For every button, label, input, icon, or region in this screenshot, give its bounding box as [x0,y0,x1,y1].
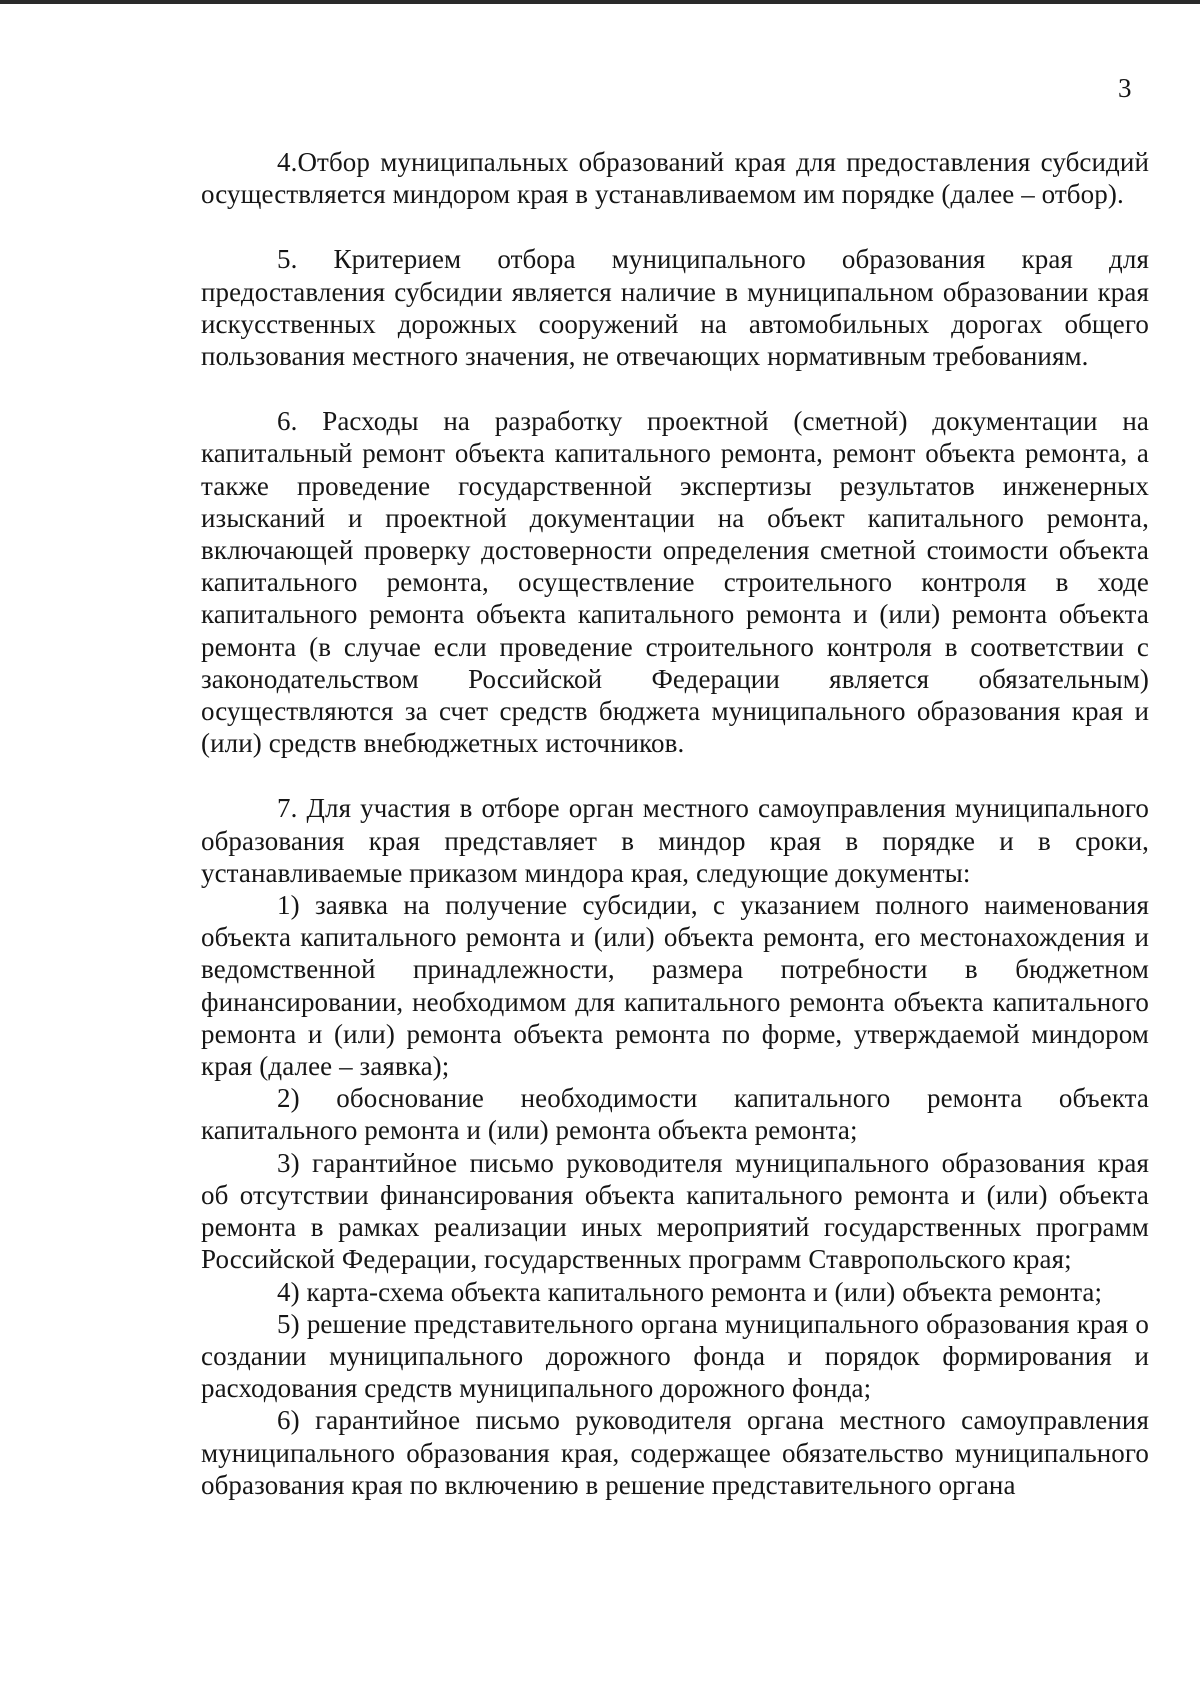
list-item: 2) обоснование необходимости капитального ремонта объекта капитального ремонта и (или) ремонта объекта ремонта; [201,1083,1149,1146]
paragraph-4-selection: 4.Отбор муниципальных образований края для предоставления субсидий осуществляется миндором края в устанавливаемом им порядке (далее – отбор). [201,147,1149,210]
paragraph-5-criterion: 5. Критерием отбора муниципального образования края для предоставления субсидии является наличие в муниципальном образовании края искусственных дорожных сооружений на автомобильных дорогах общего пользования местного значения, не отвечающих нормативным требованиям. [201,244,1149,372]
list-item: 6) гарантийное письмо руководителя органа местного самоуправления муниципального образования края, содержащее обязательство муниципального образования края по включению в решение представительного органа [201,1405,1149,1500]
list-item: 5) решение представительного органа муниципального образования края о создании муниципального дорожного фонда и порядок формирования и расходования средств муниципального дорожного фонда; [201,1308,1149,1404]
document-list [201,889,1149,1501]
list-item: 1) заявка на получение субсидии, с указанием полного наименования объекта капитального ремонта и (или) объекта ремонта, его местонахождения и ведомственной принадлежности, размера потребности в бюджетном финансировании, необходимом для капитального ремонта объекта капитального ремонта и (или) ремонта объекта ремонта по форме, утверждаемой миндором края (далее – заявка); [201,890,1149,1082]
paragraph-6-expenses: 6. Расходы на разработку проектной (сметной) документации на капитальный ремонт объекта капитального ремонта, ремонт объекта ремонта, а также проведение государственной экспертизы результатов инженерных изысканий и проектной документации на объект капитального ремонта, включающей проверку достоверности определения сметной стоимости объекта капитального ремонта, осуществление строительного контроля в ходе капитального ремонта объекта капитального ремонта и (или) ремонта объекта ремонта (в случае если проведение строительного контроля в соответствии с законодательством Российской Федерации является обязательным) осуществляются за счет средств бюджета муниципального образования края и (или) средств внебюджетных источников. [201,406,1149,759]
list-item: 3) гарантийное письмо руководителя муниципального образования края об отсутствии финансирования объекта капитального ремонта и (или) объекта ремонта в рамках реализации иных мероприятий государственных программ Российской Федерации, государственных программ Ставропольского края; [201,1147,1149,1275]
document-body [201,146,1149,1501]
paragraph-7-participation: 7. Для участия в отборе орган местного самоуправления муниципального образования края представляет в миндор края в порядке и в сроки, устанавливаемые приказом миндора края, следующие документы: [201,793,1149,888]
page-number: 3 [1118,73,1132,103]
list-item: 4) карта-схема объекта капитального ремонта и (или) объекта ремонта; [277,1276,1103,1307]
scan-top-edge [0,0,1200,4]
